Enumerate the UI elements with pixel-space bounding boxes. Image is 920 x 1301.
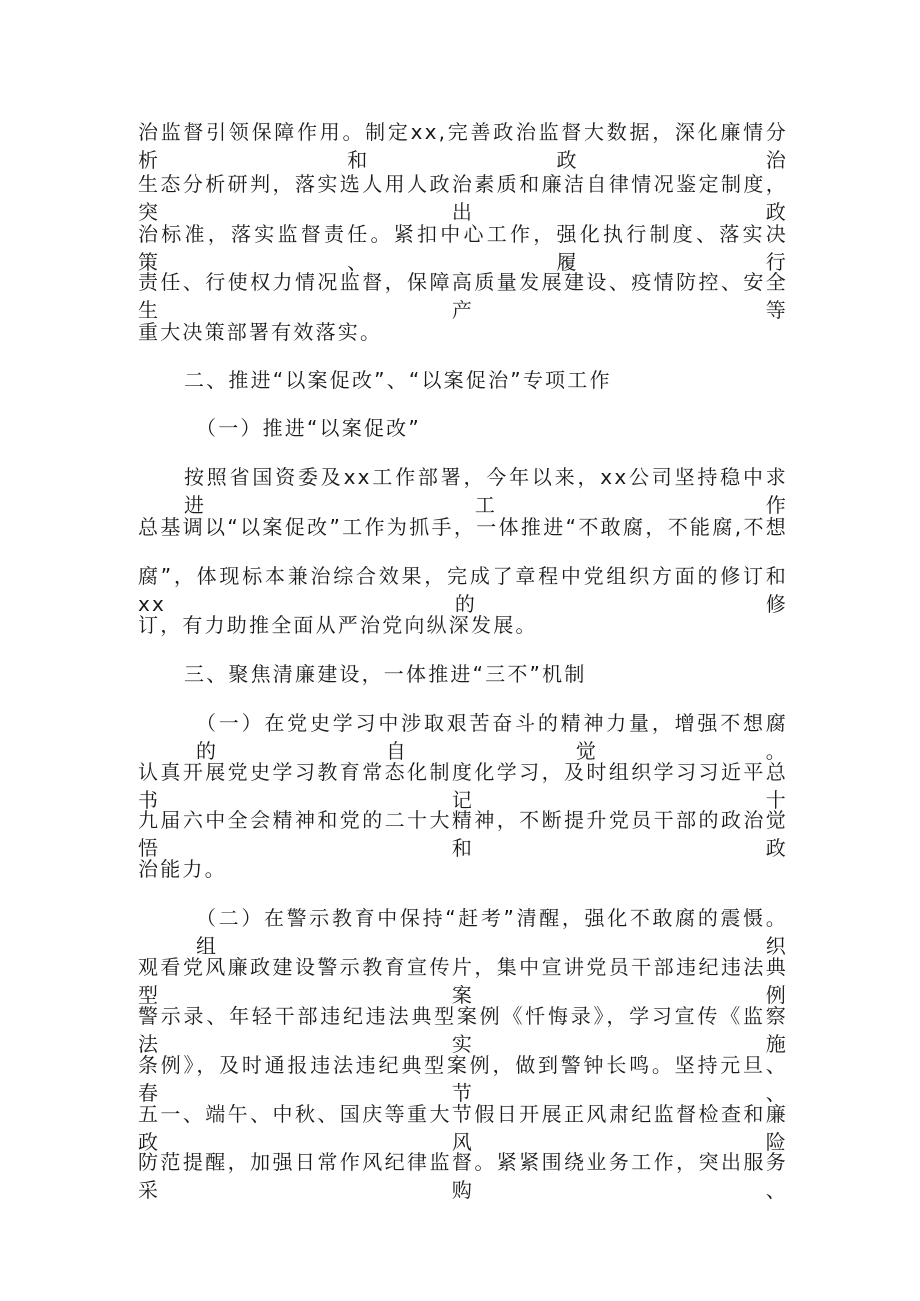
paragraph-line: 治标准，落实监督责任。紧扣中心工作，强化执行制度、落实决策、履行 (138, 222, 788, 274)
paragraph-line: 按照省国资委及xx工作部署，今年以来，xx公司坚持稳中求进工作 (184, 465, 788, 517)
paragraph-line: 防范提醒，加强日常作风纪律监督。紧紧围绕业务工作，突出服务采购、 (138, 1150, 788, 1202)
paragraph-line: （二）在警示教育中保持“赶考”清醒，强化不敢腐的震慑。组织 (196, 906, 788, 958)
paragraph-line: 腐”，体现标本兼治综合效果，完成了章程中党组织方面的修订和xx的修 (138, 564, 788, 616)
paragraph-line: 九届六中全会精神和党的二十大精神，不断提升党员干部的政治觉悟和政 (138, 808, 788, 860)
subsection-heading: （一）推进“以案促改” (196, 416, 421, 440)
paragraph-line: 治能力。 (138, 857, 227, 881)
paragraph-line: 五一、端午、中秋、国庆等重大节假日开展正风肃纪监督检查和廉政风险 (138, 1102, 788, 1154)
paragraph-line: 观看党风廉政建设警示教育宣传片，集中宣讲党员干部违纪违法典型案例 (138, 955, 788, 1007)
paragraph-line: 责任、行使权力情况监督，保障高质量发展建设、疫情防控、安全生产等 (138, 270, 788, 322)
paragraph-line: 警示录、年轻干部违纪违法典型案例《忏悔录》，学习宣传《监察法实施 (138, 1004, 788, 1056)
paragraph-line: 总基调以“以案促改”工作为抓手，一体推进“不敢腐，不能腐,不想 (138, 515, 788, 539)
paragraph-line: 认真开展党史学习教育常态化制度化学习，及时组织学习习近平总书记十 (138, 760, 788, 812)
paragraph-line: 治监督引领保障作用。制定xx,完善政治监督大数据，深化廉情分析和政治 (138, 120, 788, 172)
section-heading: 三、聚焦清廉建设，一体推进“三不”机制 (184, 662, 587, 686)
paragraph-line: 订，有力助推全面从严治党向纵深发展。 (138, 613, 538, 637)
section-heading: 二、推进“以案促改”、“以案促治”专项工作 (184, 368, 612, 392)
paragraph-line: 生态分析研判，落实选人用人政治素质和廉洁自律情况鉴定制度，突出政 (138, 172, 788, 224)
paragraph-line: 条例》，及时通报违法违纪典型案例，做到警钟长鸣。坚持元旦、春节、 (138, 1053, 788, 1105)
paragraph-line: 重大决策部署有效落实。 (138, 320, 383, 344)
paragraph-line: （一）在党史学习中涉取艰苦奋斗的精神力量，增强不想腐的自觉。 (196, 711, 788, 763)
